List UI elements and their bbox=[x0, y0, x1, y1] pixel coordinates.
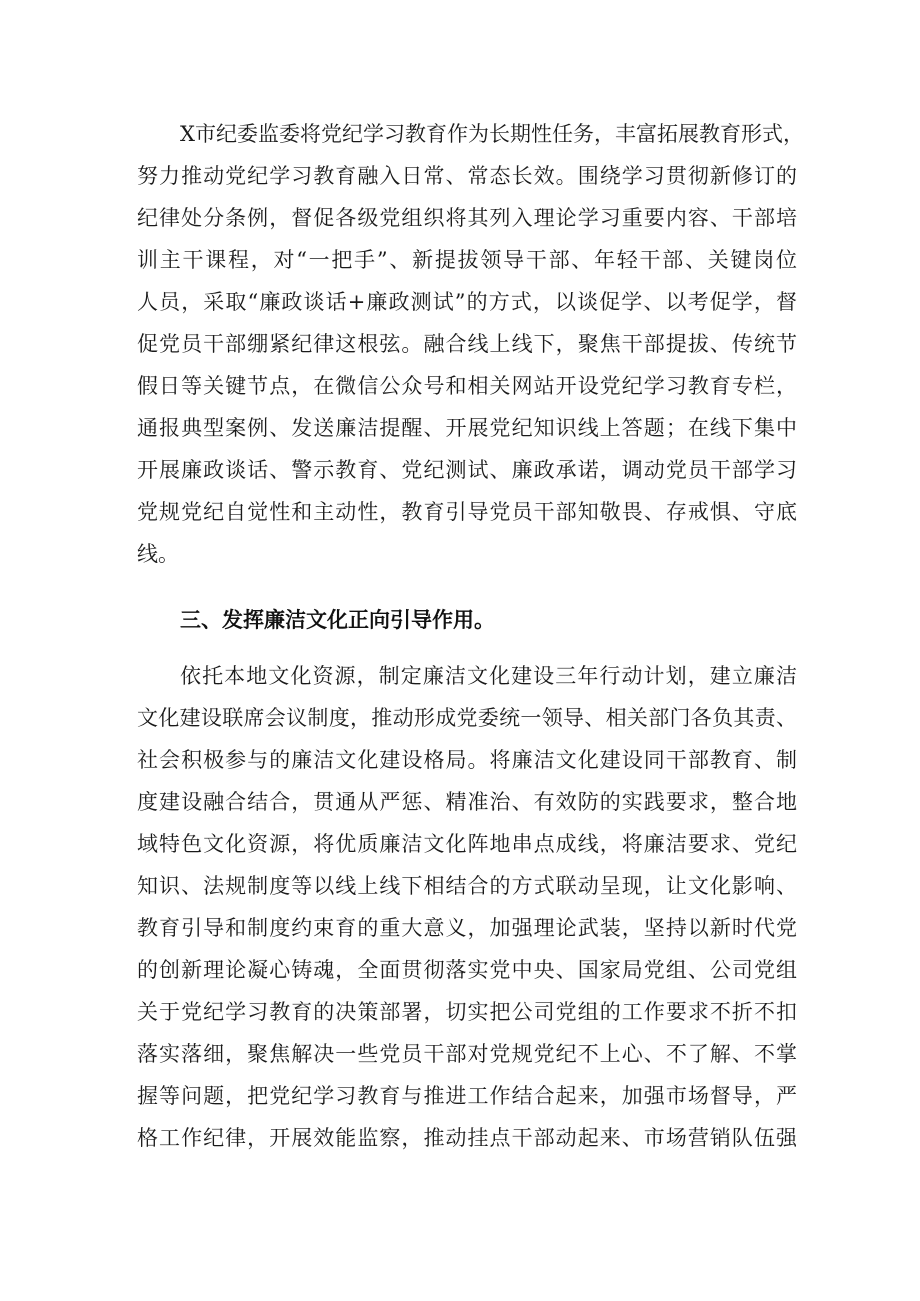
paragraph-line: 格工作纪律，开展效能监察，推动挂点干部动起来、市场营销队伍强 bbox=[137, 1126, 797, 1150]
paragraph-line: 落实落细，聚焦解决一些党员干部对党规党纪不上心、不了解、不掌 bbox=[137, 1042, 797, 1066]
paragraph-line: 域特色文化资源，将优质廉洁文化阵地串点成线，将廉洁要求、党纪 bbox=[137, 832, 797, 856]
paragraph-line: 文化建设联席会议制度，推动形成党委统一领导、相关部门各负其责、 bbox=[137, 706, 797, 730]
paragraph-line: 通报典型案例、发送廉洁提醒、开展党纪知识线上答题；在线下集中 bbox=[137, 416, 797, 440]
section-heading: 三、发挥廉洁文化正向引导作用。 bbox=[180, 608, 495, 632]
paragraph-line: 党规党纪自觉性和主动性，教育引导党员干部知敬畏、存戒惧、守底 bbox=[137, 500, 797, 524]
paragraph-line: 的创新理论凝心铸魂，全面贯彻落实党中央、国家局党组、公司党组 bbox=[137, 958, 797, 982]
paragraph-line: 关于党纪学习教育的决策部署，切实把公司党组的工作要求不折不扣 bbox=[137, 1000, 797, 1024]
paragraph-line: 努力推动党纪学习教育融入日常、常态长效。围绕学习贯彻新修订的 bbox=[137, 164, 797, 188]
paragraph-line: 纪律处分条例，督促各级党组织将其列入理论学习重要内容、干部培 bbox=[137, 206, 797, 230]
paragraph-line: 度建设融合结合，贯通从严惩、精准治、有效防的实践要求，整合地 bbox=[137, 790, 797, 814]
paragraph-line: 线。 bbox=[137, 542, 179, 566]
paragraph-line: 知识、法规制度等以线上线下相结合的方式联动呈现，让文化影响、 bbox=[137, 874, 797, 898]
paragraph-line: X市纪委监委将党纪学习教育作为长期性任务，丰富拓展教育形式， bbox=[180, 122, 804, 146]
paragraph-line: 促党员干部绷紧纪律这根弦。融合线上线下，聚焦干部提拔、传统节 bbox=[137, 332, 797, 356]
paragraph-line: 社会积极参与的廉洁文化建设格局。将廉洁文化建设同干部教育、制 bbox=[137, 748, 797, 772]
paragraph-line: 开展廉政谈话、警示教育、党纪测试、廉政承诺，调动党员干部学习 bbox=[137, 458, 797, 482]
paragraph-line: 训主干课程，对“一把手”、新提拔领导干部、年轻干部、关键岗位 bbox=[137, 248, 797, 272]
paragraph-line: 教育引导和制度约束育的重大意义，加强理论武装，坚持以新时代党 bbox=[137, 916, 797, 940]
paragraph-line: 假日等关键节点，在微信公众号和相关网站开设党纪学习教育专栏， bbox=[137, 374, 797, 398]
paragraph-line: 依托本地文化资源，制定廉洁文化建设三年行动计划，建立廉洁 bbox=[180, 664, 797, 688]
paragraph-line: 人员，采取“廉政谈话+廉政测试”的方式，以谈促学、以考促学，督 bbox=[137, 290, 797, 314]
paragraph-line: 握等问题，把党纪学习教育与推进工作结合起来，加强市场督导，严 bbox=[137, 1084, 797, 1108]
